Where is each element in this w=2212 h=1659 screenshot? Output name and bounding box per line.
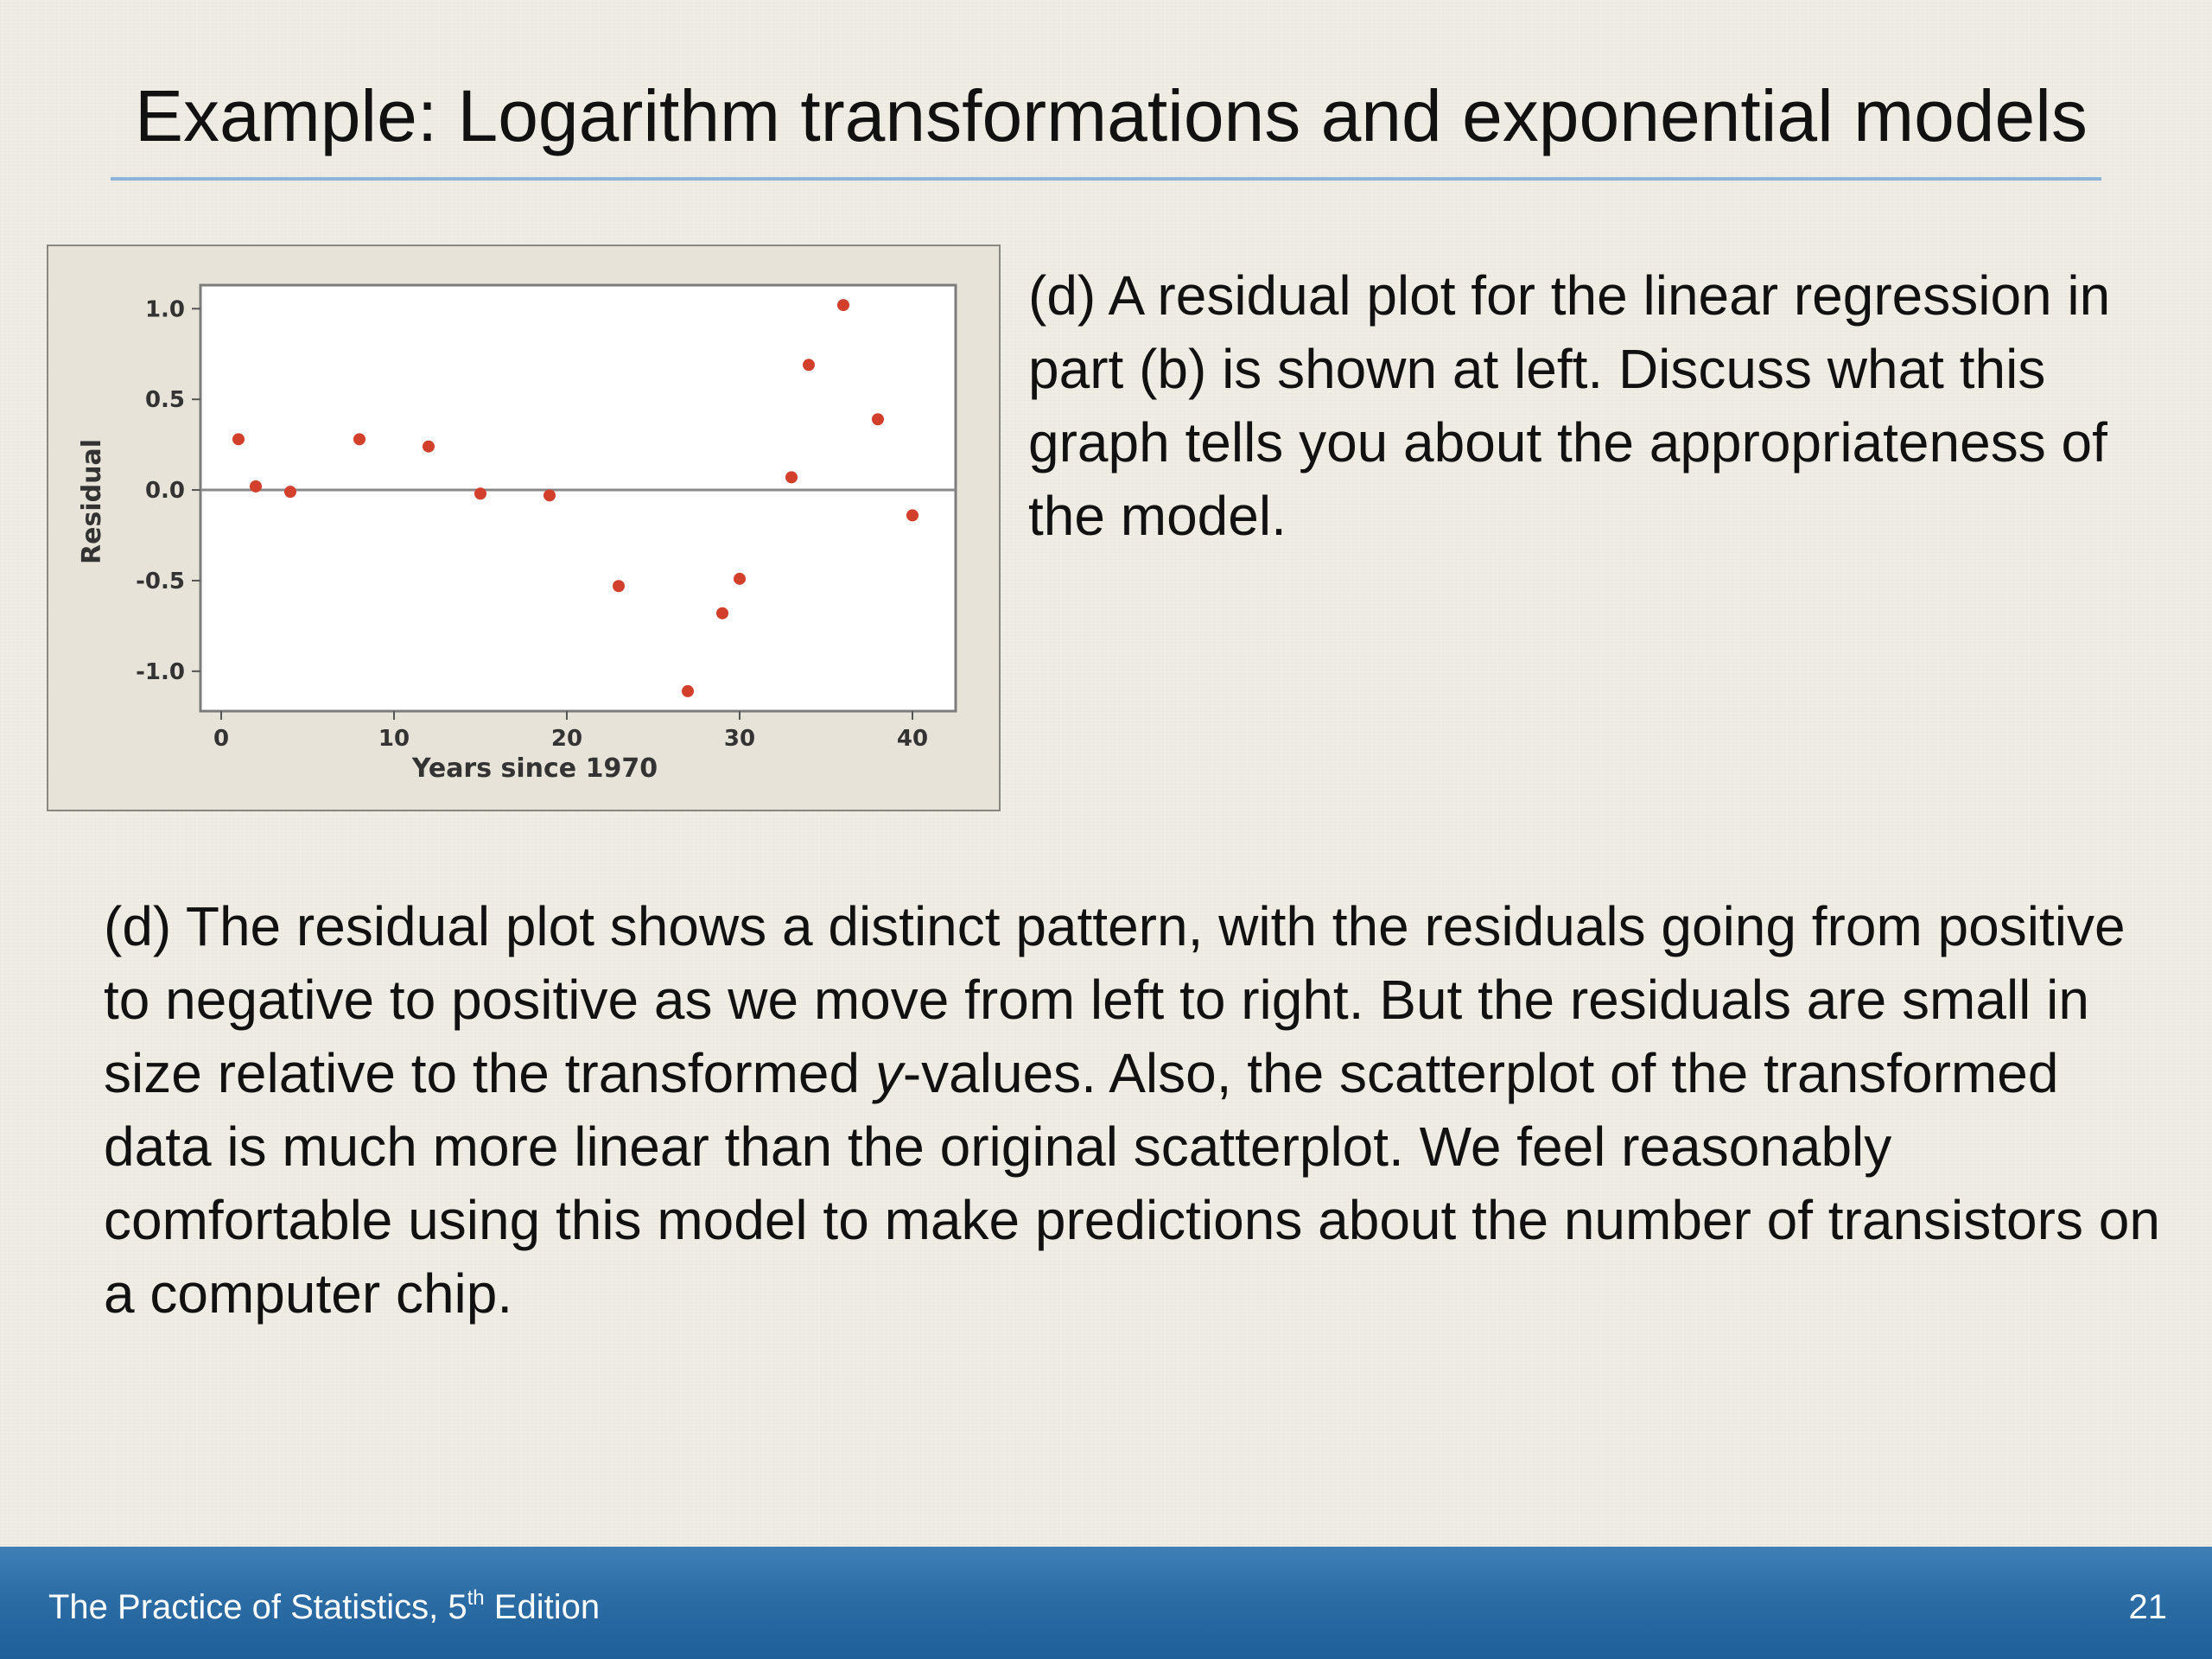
residual-point <box>906 509 918 521</box>
footer-edition-superscript: th <box>467 1586 485 1610</box>
answer-text <box>104 890 2177 1331</box>
residual-plot <box>47 245 1001 811</box>
residual-point <box>474 487 486 499</box>
residual-point <box>423 441 435 453</box>
residual-point <box>250 480 262 493</box>
slide-title: Example: Logarithm transformations and exponential models <box>135 75 2088 156</box>
residual-point <box>284 486 296 498</box>
residual-point <box>353 433 365 445</box>
x-axis-title: Years since 1970 <box>411 753 658 784</box>
footer-book-title <box>48 1588 600 1627</box>
residual-point <box>232 433 245 445</box>
x-tick-label: 10 <box>378 726 410 752</box>
residual-point <box>682 685 694 697</box>
residual-point <box>716 607 728 620</box>
residual-point <box>803 359 815 371</box>
answer-text-part-2: -values. Also, the scatterplot of the transformed data is much more linear than the original scatterplot. We feel reasonably comfortable using this model to make predictions about the number of transistors on a computer chip. <box>104 1042 2160 1325</box>
residual-point <box>872 413 884 425</box>
answer-text-part-1: (d) The residual plot shows a distinct pattern, with the residuals going from positive to negative to positive as we move from left to right. But the residuals are small in size relative to the transformed <box>104 895 2126 1104</box>
footer-book-prefix: The Practice of Statistics, 5 <box>48 1588 467 1626</box>
footer-book-suffix: Edition <box>484 1588 601 1626</box>
y-axis-title: Residual <box>77 439 107 564</box>
x-tick-label: 30 <box>723 726 756 752</box>
page-number: 21 <box>2128 1588 2167 1626</box>
x-tick-label: 0 <box>213 726 230 752</box>
residual-point <box>837 299 849 311</box>
residual-point <box>734 573 746 585</box>
answer-y-variable: y <box>874 1042 903 1104</box>
x-tick-label: 20 <box>550 726 583 752</box>
y-tick-label: 1.0 <box>144 296 185 323</box>
plot-area <box>200 285 956 711</box>
y-tick-label: -1.0 <box>136 658 185 685</box>
x-tick-label: 40 <box>896 726 929 752</box>
residual-point <box>613 580 625 592</box>
y-tick-label: -0.5 <box>136 568 185 594</box>
residual-point <box>785 471 798 483</box>
y-tick-label: 0.5 <box>144 387 185 414</box>
question-text: (d) A residual plot for the linear regression in part (b) is shown at left. Discuss what this graph tells you about the appropriateness of the model. <box>1028 264 2111 547</box>
y-tick-label: 0.0 <box>144 478 185 505</box>
residual-plot-svg <box>48 246 999 810</box>
residual-point <box>543 489 556 501</box>
title-divider <box>111 177 2101 181</box>
